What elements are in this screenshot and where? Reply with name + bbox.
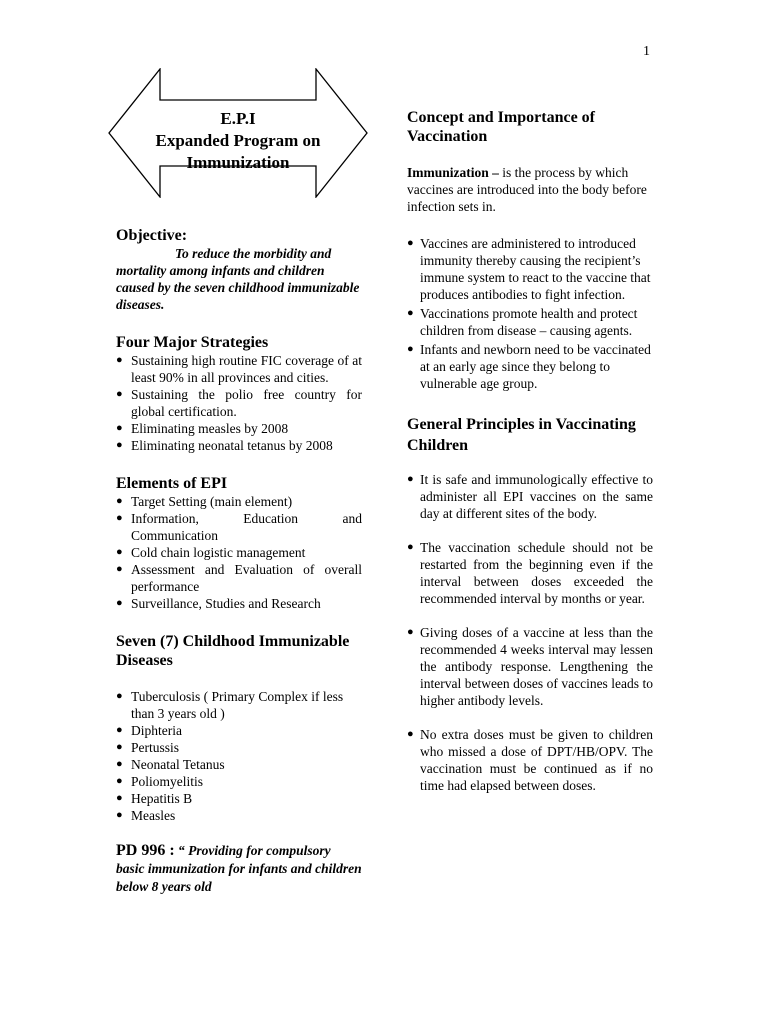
list-item: ● Neonatal Tetanus: [116, 757, 225, 772]
list-item: ● Giving doses of a vaccine at less than the recommended 4 weeks interval may lessen the antibody response. Lengthening the interval between doses of vaccines leads to higher antibody levels.: [407, 625, 653, 708]
bullet-icon: ●: [407, 473, 414, 485]
bullet-icon: ●: [407, 728, 414, 740]
list-item: ● No extra doses must be given to children who missed a dose of DPT/HB/OPV. The vaccination must be continued as if no time had elapsed between doses.: [407, 727, 653, 793]
definition-term: Immunization –: [407, 165, 499, 180]
list-item: ● Pertussis: [116, 740, 180, 755]
bullet-icon: ●: [407, 343, 414, 355]
bullet-icon: ●: [407, 307, 414, 319]
list-item: ● It is safe and immunologically effective to administer all EPI vaccines on the same day at different sites of the body.: [407, 472, 653, 521]
diseases-list: [116, 688, 362, 824]
bullet-icon: ●: [116, 388, 123, 400]
list-item: ● Hepatitis B: [116, 791, 193, 806]
title-banner: [108, 68, 368, 198]
list-item: ● Eliminating neonatal tetanus by 2008: [116, 438, 333, 453]
principles-heading: General Principles in Vaccinating Children: [407, 416, 636, 454]
list-item: ● Target Setting (main element): [116, 494, 293, 509]
list-item: ● Sustaining high routine FIC coverage of at least 90% in all provinces and cities.: [116, 353, 362, 385]
bullet-icon: ●: [116, 775, 123, 787]
bullet-icon: ●: [116, 354, 123, 366]
right-column: [407, 108, 653, 794]
list-item: ● Poliomyelitis: [116, 774, 204, 789]
list-item: ● Surveillance, Studies and Research: [116, 596, 321, 611]
bullet-icon: ●: [116, 495, 123, 507]
list-item: ● Information, Education and Communication: [116, 511, 362, 543]
bullet-icon: ●: [407, 541, 414, 553]
diseases-heading: Seven (7) Childhood Immunizable Diseases: [116, 633, 350, 669]
objective-text: To reduce the morbidity and mortality among infants and children caused by the seven childhood immunizable diseases.: [116, 246, 360, 312]
bullet-icon: ●: [116, 597, 123, 609]
elements-list: [116, 493, 362, 612]
bullet-icon: ●: [116, 563, 123, 575]
list-item: ● Eliminating measles by 2008: [116, 421, 289, 436]
list-item: ● Assessment and Evaluation of overall performance: [116, 562, 362, 594]
objective-heading: Objective:: [116, 227, 188, 244]
concept-heading: Concept and Importance of Vaccination: [407, 109, 595, 145]
banner-line-1: E.P.I: [220, 109, 256, 128]
bullet-icon: ●: [407, 626, 414, 638]
bullet-icon: ●: [116, 741, 123, 753]
pd-text: “ Providing for compulsory basic immunization for infants and children below 8 years old: [116, 843, 362, 894]
pd-label: PD 996 :: [116, 842, 175, 859]
list-item: ● Vaccinations promote health and protect children from disease – causing agents.: [407, 306, 638, 338]
banner-title: [108, 108, 368, 174]
bullet-icon: ●: [116, 439, 123, 451]
bullet-icon: ●: [116, 809, 123, 821]
list-item: ● Diphteria: [116, 723, 182, 738]
banner-line-2: Expanded Program on: [155, 131, 321, 150]
list-item: ● Tuberculosis ( Primary Complex if less than 3 years old ): [116, 689, 344, 721]
list-item: ● Vaccines are administered to introduced immunity thereby causing the recipient’s immune system to react to the vaccine that produces antibodies to fight infection.: [407, 236, 651, 302]
list-item: ● Cold chain logistic management: [116, 545, 306, 560]
strategies-heading: Four Major Strategies: [116, 334, 269, 351]
strategies-list: [116, 352, 362, 454]
principles-list: [407, 471, 653, 794]
list-item: ● Measles: [116, 808, 176, 823]
bullet-icon: ●: [116, 690, 123, 702]
list-item: ● Infants and newborn need to be vaccinated at an early age since they belong to vulnerable age group.: [407, 342, 651, 391]
bullet-icon: ●: [116, 758, 123, 770]
elements-heading: Elements of EPI: [116, 475, 228, 492]
bullet-icon: ●: [116, 724, 123, 736]
definition-text: is the process by which vaccines are introduced into the body before infection sets in.: [407, 165, 647, 214]
bullet-icon: ●: [407, 237, 414, 249]
bullet-icon: ●: [116, 792, 123, 804]
concept-list: [407, 235, 653, 392]
page-number: 1: [643, 44, 650, 59]
left-column: [116, 226, 362, 896]
immunization-definition: [407, 164, 653, 215]
bullet-icon: ●: [116, 546, 123, 558]
bullet-icon: ●: [116, 422, 123, 434]
list-item: ● The vaccination schedule should not be restarted from the beginning even if the interval between doses exceeded the recommended interval by months or year.: [407, 540, 653, 606]
list-item: ● Sustaining the polio free country for global certification.: [116, 387, 362, 419]
bullet-icon: ●: [116, 512, 123, 524]
banner-line-3: Immunization: [186, 153, 290, 172]
pd-996-paragraph: [116, 842, 362, 896]
